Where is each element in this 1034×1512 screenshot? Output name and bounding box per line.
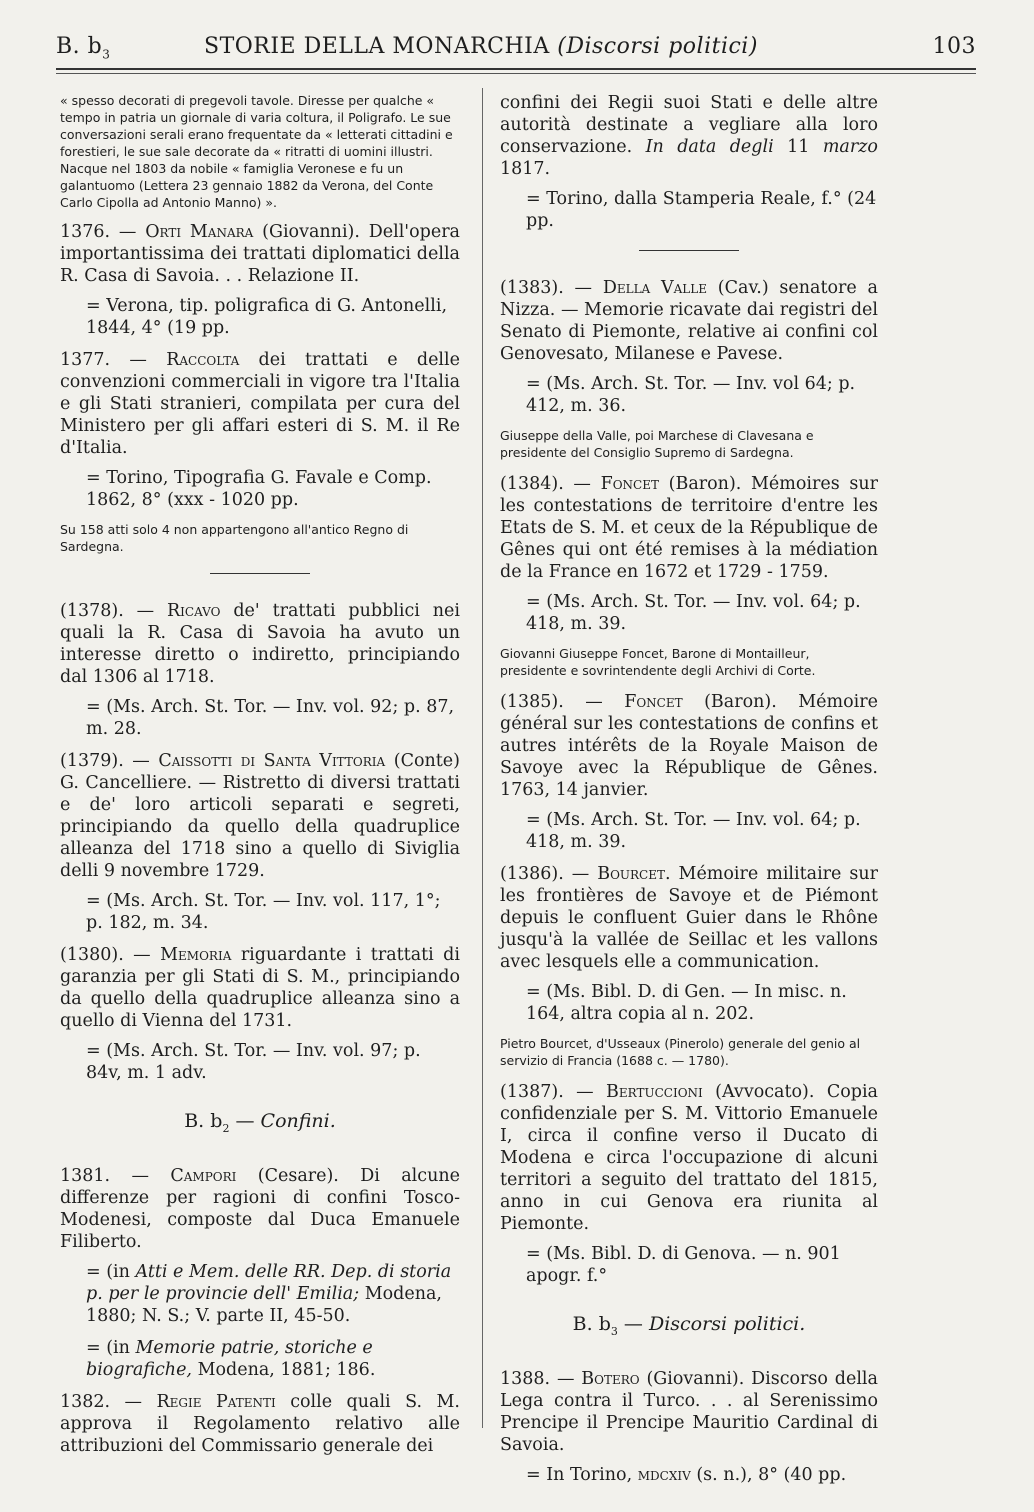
entry-1380-citation: = (Ms. Arch. St. Tor. — Inv. vol. 97; p. 84v, m. 1 adv. <box>86 1041 421 1083</box>
entry-1382-continuation: confini dei Regii suoi Stati e delle altre autorità destinate a vegliare alla loro conservazione. In data degli 11 marzo 1817. <box>500 93 878 179</box>
entry-1383-note: Giuseppe della Valle, poi Marchese di Clavesana e presidente del Consiglio Supremo di Sardegna. <box>500 428 814 460</box>
entry-1388-citation: = In Torino, mdcxiv (s. n.), 8° (40 pp. <box>526 1464 847 1485</box>
entry-1385-citation: = (Ms. Arch. St. Tor. — Inv. vol. 64; p. 418, m. 39. <box>526 810 861 852</box>
entry-1378: (1378). — Ricavo de' trattati pubblici nei quali la R. Casa di Savoia ha avuto un interesse diretto o indiretto, principiando dal 1306 al 1718. <box>60 601 460 687</box>
entry-1385: (1385). — Foncet (Baron). Mémoire général sur les contestations de confins et autres intérêts de la Royale Maison de Savoye avec la République de Gênes. 1763, 14 janvier. <box>500 692 878 800</box>
entry-1378-citation: = (Ms. Arch. St. Tor. — Inv. vol. 92; p. 87, m. 28. <box>86 697 455 739</box>
entry-1387-citation: = (Ms. Bibl. D. di Genova. — n. 901 apogr. f.° <box>526 1244 841 1286</box>
page-number: 103 <box>932 34 976 59</box>
entry-1386-note: Pietro Bourcet, d'Usseaux (Pinerolo) generale del genio al servizio di Francia (1688 c. — 1780). <box>500 1036 861 1068</box>
entry-1386: (1386). — Bourcet. Mémoire militaire sur les frontières de Savoye et de Piémont depuis le confluent Guier dans le Rhône jusqu'à la vallée de Seillac et les vallons avec lesquels elle a communication. <box>500 864 878 972</box>
entry-1377-citation: = Torino, Tipografia G. Favale e Comp. 1862, 8° (xxx - 1020 pp. <box>86 468 432 510</box>
entry-1380: (1380). — Memoria riguardante i trattati di garanzia per gli Stati di S. M., principiando da quello della quadruplice alleanza sino a quello di Vienna del 1731. <box>60 945 460 1031</box>
entry-1384-note: Giovanni Giuseppe Foncet, Barone di Montailleur, presidente e sovrintendente degli Archivi di Corte. <box>500 646 816 678</box>
entry-1381-citation-1: = (in Atti e Mem. delle RR. Dep. di storia p. per le provincie dell' Emilia; Modena, 1880; N. S.; V. parte II, 45-50. <box>86 1261 452 1326</box>
entry-1377: 1377. — Raccolta dei trattati e delle convenzioni commerciali in vigore tra l'Italia e gli Stati stranieri, compilata per cura del Ministero per gli affari esteri di S. M. il Re d'Italia. <box>60 350 460 458</box>
entry-1381-citation-2: = (in Memorie patrie, storiche e biografiche, Modena, 1881; 186. <box>86 1337 376 1380</box>
right-column <box>500 92 878 1496</box>
entry-1383-citation: = (Ms. Arch. St. Tor. — Inv. vol 64; p. 412, m. 36. <box>526 374 856 416</box>
entry-1379-citation: = (Ms. Arch. St. Tor. — Inv. vol. 117, 1°; p. 182, m. 34. <box>86 891 441 933</box>
section-heading-discorsi-politici: B. $b_3$ — Discorsi politici. <box>572 1313 806 1338</box>
entry-1379: (1379). — Caissotti di Santa Vittoria (Conte) G. Cancelliere. — Ristretto di diversi trattati e de' loro articoli separati e segreti, principiando da quello della quadruplice alleanza del 1718 sino a quello di Siviglia delli 9 novembre 1729. <box>60 751 460 881</box>
entry-1376-citation: = Verona, tip. poligrafica di G. Antonelli, 1844, 4° (19 pp. <box>86 296 448 338</box>
footnote-continuation: « spesso decorati di pregevoli tavole. Diresse per qualche « tempo in patria un giornale di varia coltura, il Poligrafo. Le sue conversazioni serali erano frequentate da « letterati cittadini e forestieri, le sue sale decorate da « ritratti di uomini illustri. Nacque nel 1803 da nobile « famiglia Veronese e fu un galantuomo (Lettera 23 gennaio 1882 da Verona, del Conte Carlo Cipolla ad Antonio Manno) ». <box>60 93 453 210</box>
section-heading-confini: B. $b_2$ — Confini. <box>184 1110 336 1135</box>
entry-1384-citation: = (Ms. Arch. St. Tor. — Inv. vol. 64; p. 418, m. 39. <box>526 592 861 634</box>
separator-rule <box>639 250 739 251</box>
header-rule <box>56 68 976 70</box>
entry-1384: (1384). — Foncet (Baron). Mémoires sur les contestations de territoire d'entre les Etats de S. M. et ceux de la République de Gênes qui ont été remises à la médiation de la France en 1672 et 1729 - 1759. <box>500 474 878 582</box>
header-signature: B. $b_3$ <box>56 34 111 62</box>
entry-1383: (1383). — Della Valle (Cav.) senatore a Nizza. — Memorie ricavate dai registri del Senato di Piemonte, relative ai confini col Genovesato, Milanese e Pavese. <box>500 278 878 364</box>
entry-1388: 1388. — Botero (Giovanni). Discorso della Lega contra il Turco. . . al Serenissimo Prencipe il Prencipe Mauritio Cardinal di Savoia. <box>500 1368 878 1455</box>
entry-1376: 1376. — Orti Manara (Giovanni). Dell'opera importantissima dei trattati diplomatici della R. Casa di Savoia. . . Relazione II. <box>60 222 460 286</box>
entry-1386-citation: = (Ms. Bibl. D. di Gen. — In misc. n. 164, altra copia al n. 202. <box>526 982 847 1024</box>
column-divider <box>482 88 483 1428</box>
entry-1377-note: Su 158 atti solo 4 non appartengono all'antico Regno di Sardegna. <box>60 522 409 554</box>
entry-1382: 1382. — Regie Patenti colle quali S. M. approva il Regolamento relativo alle attribuzioni del Commissario generale dei <box>60 1391 460 1456</box>
separator-rule <box>210 573 310 574</box>
entry-1387: (1387). — Bertuccioni (Avvocato). Copia confidenziale per S. M. Vittorio Emanuele I, circa il confine verso il Ducato di Modena e circa l'occupazione di alcuni territori a seguito del trattato del 1815, anno in cui Genova era riunita al Piemonte. <box>500 1082 878 1234</box>
left-column <box>60 92 460 1465</box>
header-rule-thin <box>56 73 976 74</box>
entry-1381: 1381. — Campori (Cesare). Di alcune differenze per ragioni di confini Tosco-Modenesi, composte dal Duca Emanuele Filiberto. <box>60 1165 460 1252</box>
header-title: STORIE DELLA MONARCHIA (Discorsi politici) <box>204 34 758 59</box>
entry-1382-citation: = Torino, dalla Stamperia Reale, f.° (24 pp. <box>526 189 877 231</box>
